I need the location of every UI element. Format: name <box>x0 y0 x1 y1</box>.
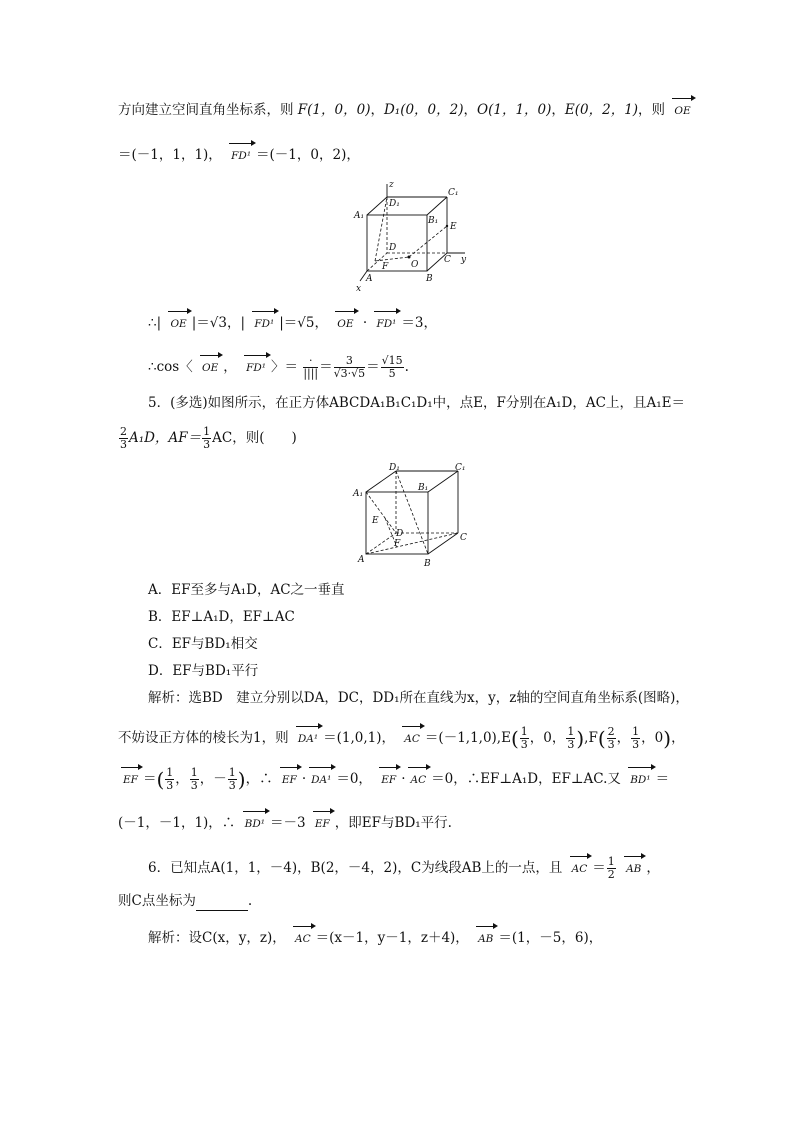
fig2-label-A: A <box>358 555 365 565</box>
point-O: O(1，1，0) <box>477 102 552 118</box>
fraction-two-thirds: $\frac{2}{3}$ <box>607 725 615 751</box>
vector-EF: EF <box>120 770 141 790</box>
vector-FD1: FD¹ <box>251 314 277 334</box>
vector-OE: OE <box>167 314 189 334</box>
fraction-one-third: $\frac{1}{3}$ <box>228 766 236 792</box>
fraction-one-third: $\frac{1}{3}$ <box>203 425 211 451</box>
vector-BD1: BD¹ <box>627 770 653 790</box>
fig1-label-B: B <box>426 274 433 284</box>
q6-stem: 6．已知点A(1，1，－4)，B(2，－4，2)，C为线段AB上的一点，且 AC ＝ $\frac{1}{2}$ AB ， <box>148 855 660 881</box>
point-D1: D₁(0，0，2) <box>383 102 464 118</box>
fraction-dot-over-norms: $\frac{\cdot}{||||}$ <box>303 354 319 380</box>
fig1-label-D: D <box>389 243 397 253</box>
fig1-label-E: E <box>450 222 457 232</box>
fig1-label-C1: C₁ <box>448 188 459 198</box>
answer-blank[interactable] <box>196 896 248 911</box>
coord-line: 方向建立空间直角坐标系，则 F(1，0，0)，D₁(0，0，2)，O(1，1，0)，E(0，2，1)，则 OE <box>118 100 696 121</box>
vector-FD1: FD¹ <box>243 358 269 378</box>
fig2-label-A1: A₁ <box>353 489 364 499</box>
vector-FD1: FD¹ <box>373 314 399 334</box>
fig2-label-F: F <box>394 539 401 549</box>
fig2-label-D: D <box>396 529 404 539</box>
fraction-two-thirds: $\frac{2}{3}$ <box>120 425 127 451</box>
vector-OE: OE <box>199 358 221 378</box>
cube-coordinate-figure <box>345 178 475 296</box>
vector-BD1: BD¹ <box>242 814 268 834</box>
q5-analysis-line1: 解析：选BD 建立分别以DA，DC，DD₁所在直线为x，y，z轴的空间直角坐标系(图略)， <box>148 690 689 706</box>
fig1-label-A1: A₁ <box>354 211 365 221</box>
fig2-label-B: B <box>424 559 431 569</box>
fig1-label-B1: B₁ <box>428 216 439 226</box>
vector-AB: AB <box>623 859 644 879</box>
fig2-label-C1: C₁ <box>455 463 466 473</box>
magnitude-line: ∴| OE |＝√3，| FD¹ |＝√5， OE · FD¹ ＝3， <box>148 313 437 334</box>
fraction-sqrt15-over-5: $\frac{√15}{5}$ <box>381 354 403 380</box>
fraction-one-third: $\frac{1}{3}$ <box>166 766 174 792</box>
q6-stem-line2: 则C点坐标为 . <box>118 893 253 909</box>
fraction-one-third: $\frac{1}{3}$ <box>567 725 575 751</box>
fig1-label-C: C <box>444 255 451 265</box>
fraction-one-third: $\frac{1}{3}$ <box>190 766 198 792</box>
vector-AC: AC <box>401 729 423 749</box>
fig1-label-F: F <box>382 262 389 272</box>
vector-DA1: DA¹ <box>295 729 321 749</box>
fraction-one-third: $\frac{1}{3}$ <box>520 725 528 751</box>
vector-values-line: ＝(－1，1，1)， FD¹ ＝(－1，0，2)， <box>118 145 360 166</box>
fraction-one-half: $\frac{1}{2}$ <box>607 855 615 881</box>
q6-analysis: 解析：设C(x，y，z)， AC ＝(x－1，y－1，z＋4)， AB ＝(1，－5，6)， <box>148 928 602 949</box>
fig1-label-A: A <box>366 274 373 284</box>
vector-AC: AC <box>407 770 429 790</box>
cube-figure-q5 <box>352 462 472 570</box>
fig1-label-z: z <box>389 180 394 190</box>
option-c: C．EF与BD₁相交 <box>148 636 258 652</box>
vector-EF: EF <box>279 770 300 790</box>
fig2-label-D1: D₁ <box>389 463 400 473</box>
vector-EF: EF <box>312 814 333 834</box>
vector-DA1: DA¹ <box>308 770 334 790</box>
vector-EF: EF <box>378 770 399 790</box>
fraction-one-third: $\frac{1}{3}$ <box>632 725 640 751</box>
vector-AB: AB <box>475 929 496 949</box>
vector-AC: AC <box>569 859 591 879</box>
q5-analysis-line2: 不妨设正方体的棱长为1，则 DA¹ ＝(1,0,1)， AC ＝(－1,1,0),E( $\frac{1}{3}$ ，0， $\frac{1}{3}$ ),F( $\frac{2}{3}$ ， $\frac{1}{3}$ ，0)， <box>118 725 685 751</box>
point-F: F(1，0，0) <box>297 102 371 118</box>
fig2-label-C: C <box>460 533 467 543</box>
fig1-label-x: x <box>356 284 362 294</box>
fig1-label-O: O <box>411 260 419 270</box>
point-E: E(0，2，1) <box>564 102 639 118</box>
vector-OE: OE <box>334 314 356 334</box>
fig2-label-E: E <box>372 516 379 526</box>
option-a: A．EF至多与A₁D，AC之一垂直 <box>148 582 345 598</box>
fig1-label-D1: D₁ <box>389 199 400 209</box>
fig1-label-y: y <box>461 255 467 265</box>
q5-stem: 5．(多选)如图所示，在正方体ABCDA₁B₁C₁D₁中，点E，F分别在A₁D，AC上，且A₁E＝ <box>148 395 685 411</box>
cosine-line: ∴cos〈 OE ， FD¹ 〉＝ $\frac{\cdot}{||||}$ ＝ $\frac{3}{√3\cdot√5}$ ＝ $\frac{√15}{5}$ . <box>148 354 409 380</box>
option-d: D．EF与BD₁平行 <box>148 663 259 679</box>
vector-OE: OE <box>671 101 693 121</box>
vector-FD1: FD¹ <box>228 146 254 166</box>
q5-stem-line2: $\frac{2}{3}$ A₁D，AF＝ $\frac{1}{3}$ AC，则( ) <box>120 425 297 451</box>
vector-AC: AC <box>292 929 314 949</box>
fig2-label-B1: B₁ <box>418 483 429 493</box>
option-b: B．EF⊥A₁D，EF⊥AC <box>148 609 295 625</box>
fraction-3-over-sqrt15: $\frac{3}{√3\cdot√5}$ <box>333 354 366 380</box>
q5-analysis-line4: (－1，－1，1)，∴ BD¹ ＝－3 EF ，即EF与BD₁平行. <box>118 813 452 834</box>
q5-analysis-line3: EF ＝( $\frac{1}{3}$ ， $\frac{1}{3}$ ，－ $\frac{1}{3}$ )，∴ EF · DA¹ ＝0， EF · AC ＝0，∴EF⊥A₁D，EF⊥AC.又 BD¹ ＝ <box>118 767 669 792</box>
